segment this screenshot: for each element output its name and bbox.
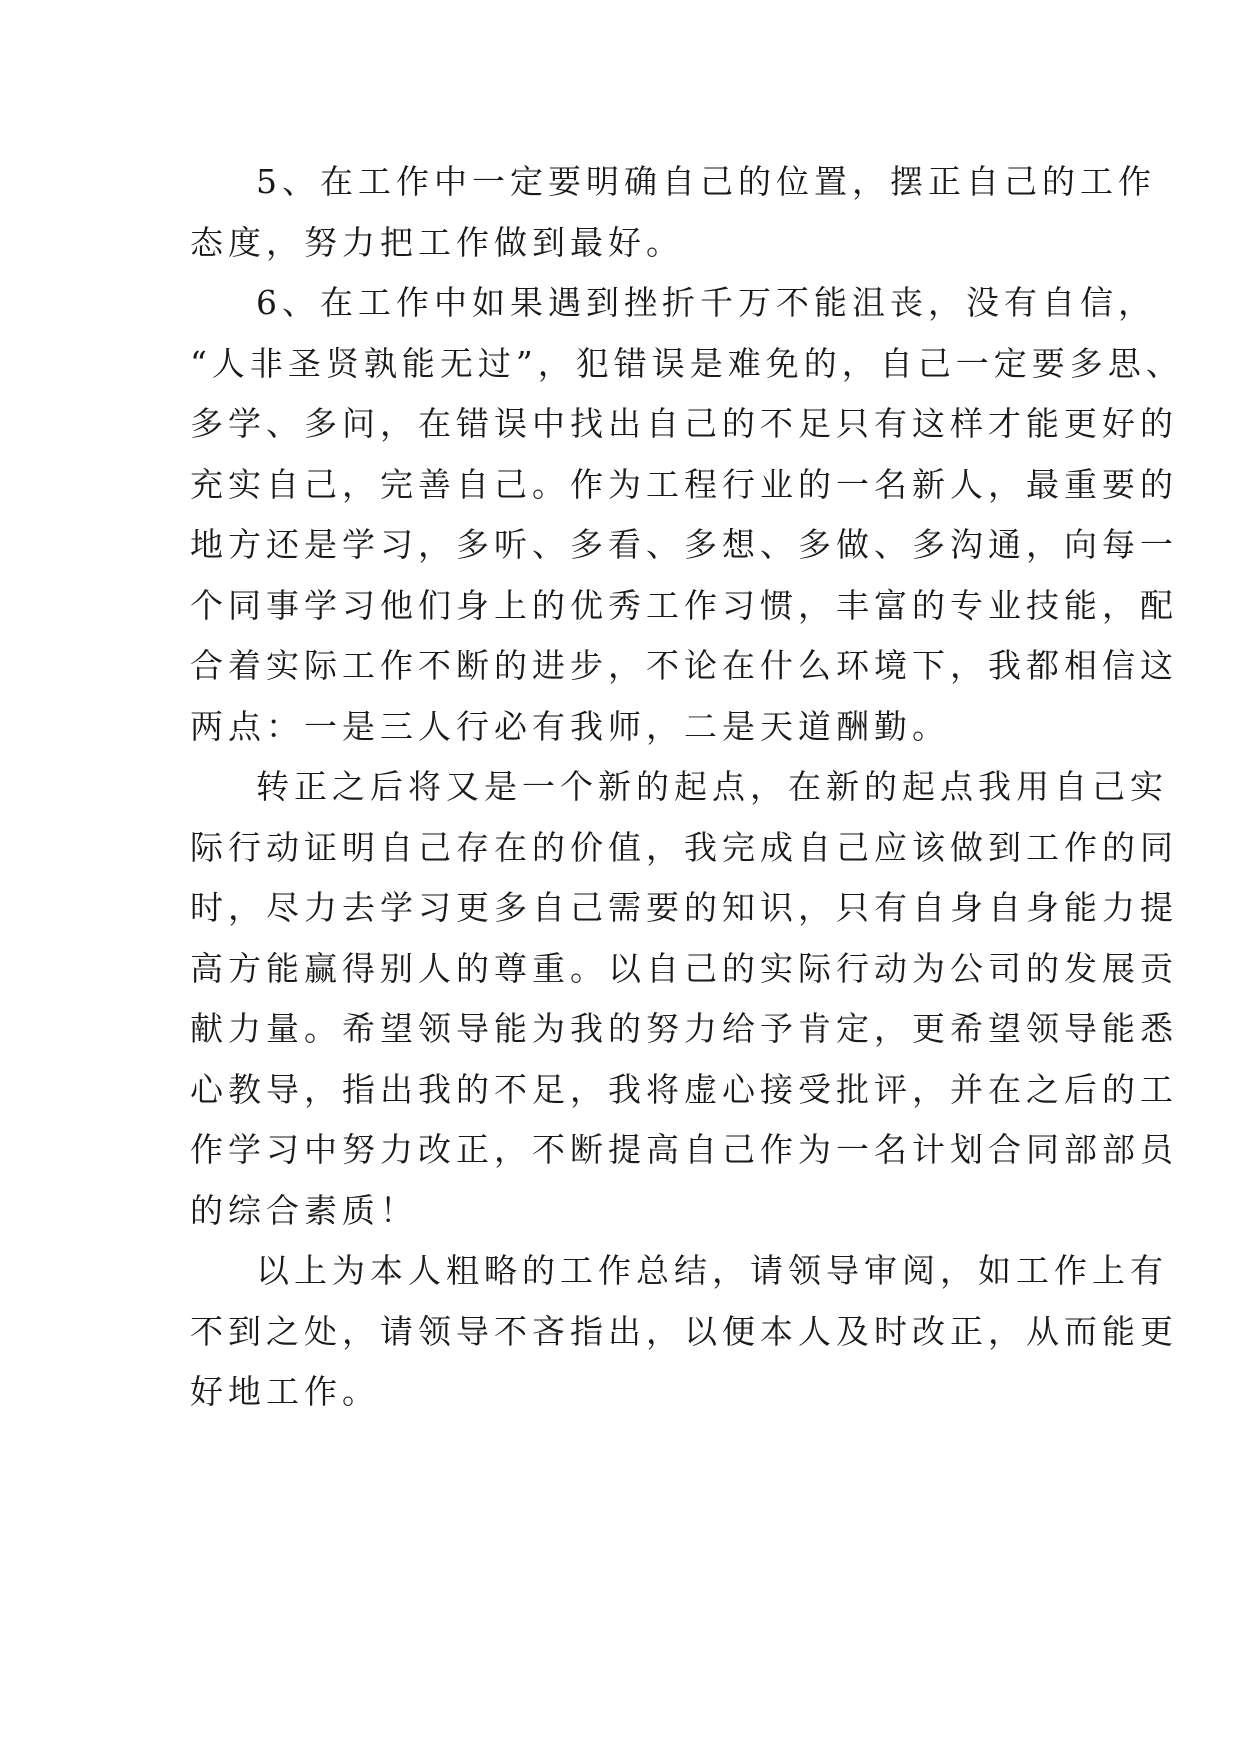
- document-body: [190, 152, 1184, 1423]
- paragraph-1-line-2: 态度，努力把工作做到最好。: [190, 222, 684, 262]
- paragraph-3-line-2: 际行动证明自己存在的价值，我完成自己应该做到工作的同: [190, 827, 1178, 867]
- paragraph-2-line-8: 两点：一是三人行必有我师，二是天道酬勤。: [190, 706, 950, 746]
- paragraph-2-line-4: 充实自己，完善自己。作为工程行业的一名新人，最重要的: [190, 464, 1178, 504]
- paragraph-2-line-7: 合着实际工作不断的进步，不论在什么环境下，我都相信这: [190, 646, 1178, 685]
- paragraph-2-line-3: 多学、多问，在错误中找出自己的不足只有这样才能更好的: [190, 404, 1178, 443]
- paragraph-1-line-1: 5、在工作中一定要明确自己的位置，摆正自己的工作: [256, 162, 1156, 201]
- paragraph-2-line-6: 个同事学习他们身上的优秀工作习惯，丰富的专业技能，配: [190, 585, 1178, 625]
- paragraph-3-line-8: 的综合素质！: [190, 1190, 418, 1230]
- paragraph-3-line-7: 作学习中努力改正，不断提高自己作为一名计划合同部部员: [190, 1130, 1178, 1169]
- paragraph-3-line-3: 时，尽力去学习更多自己需要的知识，只有自身自身能力提: [190, 888, 1178, 927]
- paragraph-2-line-2: “人非圣贤孰能无过”，犯错误是难免的，自己一定要多思、: [190, 343, 1184, 383]
- paragraph-3-line-5: 献力量。希望领导能为我的努力给予肯定，更希望领导能悉: [190, 1009, 1178, 1048]
- paragraph-3-line-6: 心教导，指出我的不足，我将虚心接受批评，并在之后的工: [190, 1069, 1178, 1109]
- paragraph-3-line-4: 高方能赢得别人的尊重。以自己的实际行动为公司的发展贡: [190, 948, 1178, 988]
- paragraph-4-line-3: 好地工作。: [190, 1372, 380, 1411]
- paragraph-4-line-2: 不到之处，请领导不吝指出，以便本人及时改正，从而能更: [190, 1311, 1178, 1351]
- paragraph-4-line-1: 以上为本人粗略的工作总结，请领导审阅，如工作上有: [256, 1251, 1168, 1290]
- paragraph-2-line-1: 6、在工作中如果遇到挫折千万不能沮丧，没有自信，: [256, 283, 1156, 322]
- paragraph-3-line-1: 转正之后将又是一个新的起点，在新的起点我用自己实: [256, 767, 1168, 806]
- paragraph-2-line-5: 地方还是学习，多听、多看、多想、多做、多沟通，向每一: [190, 525, 1178, 564]
